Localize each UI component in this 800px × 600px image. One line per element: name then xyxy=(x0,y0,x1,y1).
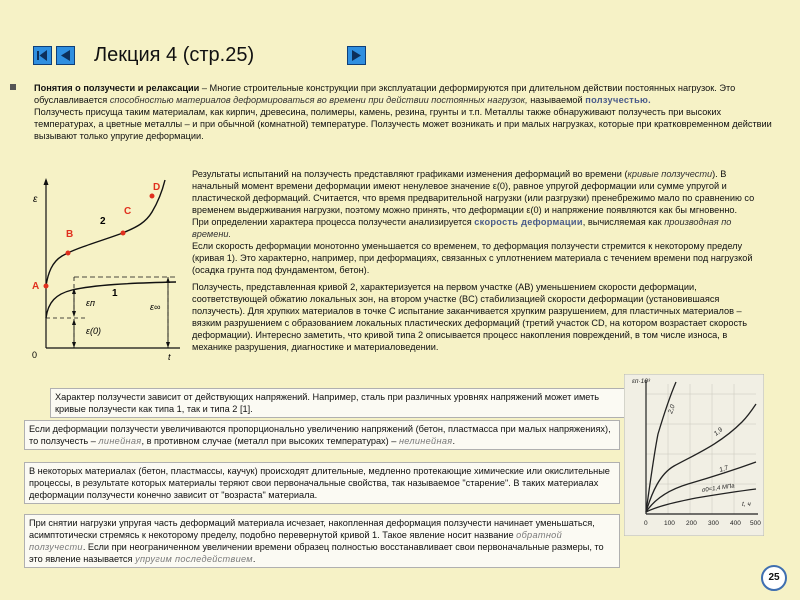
aging-text-box xyxy=(24,462,620,504)
reverse-text-c: . Если при неограниченном увеличении времени образец полностью восстанавливает свои первоначальные размеры, то это явление называется xyxy=(29,542,604,564)
explanation-p2d: производная по времени. xyxy=(192,217,732,239)
eps-n-label: εп xyxy=(86,298,95,308)
linear-text-c: , в противном случае (металл при высоких температурах) – xyxy=(141,436,399,446)
graph-x-label: t xyxy=(168,352,171,360)
photo-x-label: t, ч xyxy=(742,501,751,508)
photo-curve-label-3: 1,7 xyxy=(718,464,730,474)
point-label-c: C xyxy=(124,206,132,217)
photo-curve-label-1: 2,0 xyxy=(667,403,677,415)
elastic-aftereffect-term: упругим последействием xyxy=(135,554,253,564)
page-number-badge: 25 xyxy=(761,565,787,591)
creep-curve-graph xyxy=(28,178,188,360)
point-label-d: D xyxy=(153,182,161,193)
linear-text-box xyxy=(24,420,620,450)
explanation-p3: Если скорость деформации монотонно уменьшается со временем, то деформация ползучести стремится к некоторому пределу (кривая 1). Это характерно, например, при деформациях, связанных с уплотнением материала с течением времени под нагрузкой (осадка грунта под фундаментом, бетон). xyxy=(192,241,753,275)
eps-0-label: ε(0) xyxy=(86,326,101,336)
explanation-p1c: ). В начальный момент времени деформации имеют ненулевое значение ε(0), равное упругой деформации или сумме упругой и пластической деформаций. Считается, что время предварительной нагрузки (или разгрузки) пренебрежимо мало по сравнению со временем выдерживания нагрузки, поэтому можно принять, что деформации ε(0) и напряжение появляются как бы мгновенно. xyxy=(192,169,755,215)
intro-paragraph-2: Ползучесть присуща таким материалам, как кирпич, древесина, полимеры, камень, резина, грунты и т.п. Металлы также обнаруживают ползучесть при высоких температурах, а цветные металлы – и при обычной (комнатной) температуре. Ползучесть может возникать и при малых нагрузках, которые при кратковременном действии вызывают только упругие деформации. xyxy=(34,107,772,141)
first-slide-button[interactable] xyxy=(33,46,52,65)
graph-y-label: ε xyxy=(33,194,38,205)
creep-experiment-figure xyxy=(624,374,764,536)
graph-origin-label: 0 xyxy=(32,350,38,360)
prev-slide-button[interactable] xyxy=(56,46,75,65)
explanation-p4: Ползучесть, представленная кривой 2, характеризуется на первом участке (AB) уменьшением скорости деформации, соответствующей обжатию локальных зон, на втором участке (BC) стабилизацией скорости деформации (установившаяся ползучесть). Для хрупких материалов в точке C испытание заканчивается хрупким разрушением, для пластичных материалов – вязким разрушением с образованием локальных пластических деформаций (третий участок CD, на котором возрастает скорость деформации). Интересно заметить, что кривой типа 2 описывается процесс накопления повреждений, в том числе износа, в механике разрушения, диагностике и материаловедении. xyxy=(192,282,748,352)
intro-text xyxy=(34,82,776,142)
curve-label-2: 2 xyxy=(100,216,106,227)
reverse-creep-term: обратной ползучести xyxy=(29,530,562,552)
photo-x-tick-1: 100 xyxy=(664,520,675,527)
reverse-text-a: При снятии нагрузки упругая часть деформаций материала исчезает, накопленная деформация ползучести начинает уменьшаться, асимптотически стремясь к некоторому пределу, подобно перевернутой кривой 1. Такое явление носит название xyxy=(29,518,595,540)
aging-text: В некоторых материалах (бетон, пластмассы, каучук) происходят длительные, медленно протекающие химические или окислительные процессы, в результате которых материалы теряют свои первоначальные свойства, так называемое "старение". В таких материалах деформации ползучести конечно зависит от "возраста" материала. xyxy=(29,466,610,500)
next-slide-button[interactable] xyxy=(347,46,366,65)
explanation-p2b: скорость деформации xyxy=(474,217,583,227)
character-text: Характер ползучести зависит от действующих напряжений. Например, сталь при различных уровнях напряжений может иметь кривые ползучести как типа 1, так и типа 2 [1]. xyxy=(55,392,600,414)
point-label-b: B xyxy=(66,229,74,240)
arrow-right-icon xyxy=(348,47,365,64)
intro-term: ползучестью. xyxy=(585,95,652,105)
intro-dash-text: – Многие строительные конструкции при эксплуатации деформируются при длительном действии постоянных нагрузок. Это обуславливается xyxy=(34,83,736,105)
reverse-text-e: . xyxy=(252,554,256,564)
photo-x-tick-0: 0 xyxy=(644,520,648,527)
linear-term: линейная xyxy=(98,436,142,446)
photo-curve-label-4: σ0=1,4 МПа xyxy=(701,483,736,494)
explanation-p2c: , вычисляемая как xyxy=(582,217,665,227)
arrow-left-icon xyxy=(57,47,74,64)
nonlinear-term: нелинейная xyxy=(398,436,453,446)
explanation-p1a: Результаты испытаний на ползучесть представляют графиками изменения деформаций во времени ( xyxy=(192,169,628,179)
explanation-p2a: При определении характера процесса ползучести анализируется xyxy=(192,217,475,227)
curve-label-1: 1 xyxy=(112,288,118,299)
photo-x-tick-2: 200 xyxy=(686,520,697,527)
skip-back-icon xyxy=(34,47,51,64)
character-text-box xyxy=(50,388,636,418)
intro-named: называемой xyxy=(527,95,586,105)
bullet-icon xyxy=(10,84,16,90)
linear-text-a: Если деформации ползучести увеличиваются пропорционально увеличению напряжений (бетон, пластмасса при малых напряжениях), то ползучесть – xyxy=(29,424,611,446)
page-title: Лекция 4 (стр.25) xyxy=(94,44,255,66)
photo-x-tick-3: 300 xyxy=(708,520,719,527)
photo-y-label: εп·10³ xyxy=(632,378,650,385)
creep-explanation-text xyxy=(192,168,764,353)
photo-curve-label-2: 1,9 xyxy=(712,426,725,438)
reverse-creep-text-box xyxy=(24,514,620,568)
photo-x-tick-5: 500 xyxy=(750,520,761,527)
eps-inf-label: ε∞ xyxy=(150,302,161,312)
explanation-p1b: кривые ползучести xyxy=(627,169,713,179)
intro-heading: Понятия о ползучести и релаксации xyxy=(34,83,200,93)
intro-italic: способностью материалов деформироваться во времени при действии постоянных нагрузок, xyxy=(109,95,528,105)
photo-x-tick-4: 400 xyxy=(730,520,741,527)
point-label-a: A xyxy=(32,281,40,292)
linear-text-e: . xyxy=(452,436,455,446)
